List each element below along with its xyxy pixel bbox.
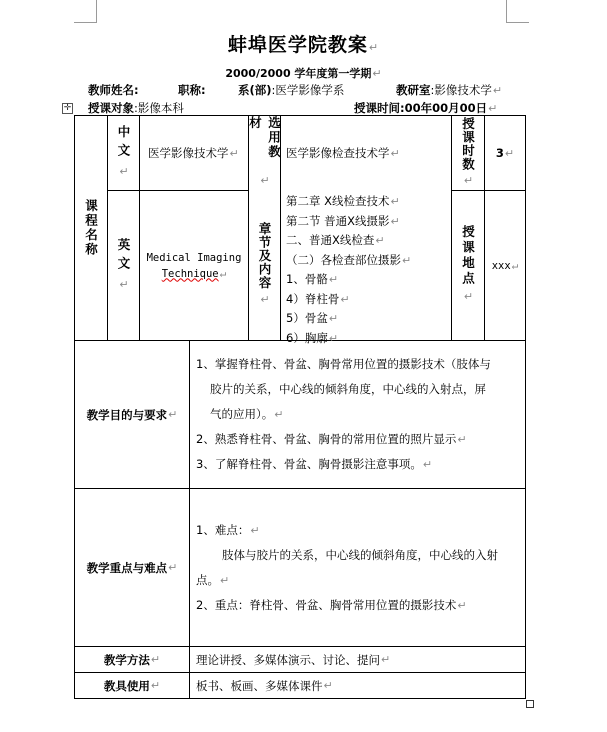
tools-label: 教具使用 ↵ [103,678,161,693]
paragraph-mark-icon: ↵ [381,653,391,666]
chapter-line: 5）骨盆↵ [286,311,339,325]
chinese-label: 中文 ↵ [108,116,139,190]
teaching-hours-label: 授课时数 ↵ [452,116,484,190]
document-title: 蚌埠医学院教案↵ [227,34,380,56]
paragraph-mark-icon: ↵ [390,146,400,160]
chapter-content-list [286,192,411,348]
difficult-point-label: 1、难点：↵ [196,523,260,537]
english-label: 英文 ↵ [108,191,139,340]
paragraph-mark-icon: ↵ [219,266,227,280]
paragraph-mark-icon: ↵ [463,290,474,303]
goal-item: 2、熟悉脊柱骨、骨盆、胸骨的常用位置的照片显示↵ [196,432,467,446]
paragraph-mark-icon: ↵ [260,292,270,306]
teaching-place-label: 授课地点 ↵ [452,191,484,340]
method-value: 理论讲授、多媒体演示、讨论、提问 ↵ [196,652,391,667]
chapter-content-label: 章节及内容 ↵ [249,191,280,340]
page-corner-mark-left [74,0,97,23]
goal-item: 3、了解脊柱骨、骨盆、胸骨摄影注意事项。↵ [196,457,433,471]
paragraph-mark-icon: ↵ [150,653,161,666]
difficult-point-text-continued: 点。↵ [196,573,230,587]
tools-value: 板书、板画、多媒体课件 ↵ [196,678,333,693]
goal-item-continued: 气的应用）。↵ [210,407,284,421]
chapter-line: 二、普通X线检查↵ [286,233,385,247]
table-resize-handle-icon[interactable] [526,700,534,708]
keypoints-label: 教学重点与难点 ↵ [86,560,178,575]
paragraph-mark-icon: ↵ [488,102,498,115]
teaching-hours-value: 3 ↵ [495,146,515,160]
paragraph-mark-icon: ↵ [511,259,519,272]
table-move-handle-icon[interactable]: ✛ [63,103,72,113]
paragraph-mark-icon: ↵ [368,41,380,54]
paragraph-mark-icon: ↵ [150,679,161,692]
paragraph-mark-icon: ↵ [323,679,333,692]
paragraph-mark-icon: ↵ [168,561,178,574]
chapter-line: 第二节 普通X线摄影↵ [286,213,400,228]
office: 教研室:影像技术学↵ [396,83,503,97]
paragraph-mark-icon: ↵ [504,146,515,160]
paragraph-mark-icon: ↵ [229,146,239,160]
paragraph-mark-icon: ↵ [119,165,129,178]
textbook-name: 医学影像检查技术学 ↵ [286,146,400,160]
method-label: 教学方法 ↵ [103,652,161,667]
page-corner-mark-right [506,0,529,23]
paragraph-mark-icon: ↵ [463,173,474,187]
paragraph-mark-icon: ↵ [119,277,129,291]
paragraph-mark-icon: ↵ [372,67,382,80]
teaching-time: 授课时间:00年00月00日↵ [354,101,498,115]
title-label: 职称: [178,83,206,97]
chapter-line: （二）各检查部位摄影↵ [286,252,412,267]
course-name-chinese: 医学影像技术学 ↵ [148,146,239,160]
textbook-label: 选用教材 ↵ [249,116,280,190]
goals-label: 教学目的与要求 ↵ [86,407,178,422]
course-name-english: Medical Imaging Technique↵ [146,251,242,280]
teacher-name-label: 教师姓名: [88,83,139,97]
paragraph-mark-icon: ↵ [492,84,503,97]
key-point: 2、重点：脊柱骨、骨盆、胸骨常用位置的摄影技术↵ [196,598,467,612]
goal-item: 1、掌握脊柱骨、骨盆、胸骨常用位置的摄影技术（肢体与 [196,357,491,371]
difficult-point-text: 肢体与胶片的关系，中心线的倾斜角度，中心线的入射 [222,548,498,562]
course-name-label: 课程名称 [83,199,99,257]
keypoints-content [196,518,498,618]
chapter-line: 6）胸廓↵ [286,330,339,345]
chapter-line: 第二章 X线检查技术↵ [286,194,400,208]
goals-list [196,352,491,477]
goal-item-continued: 胶片的关系，中心线的倾斜角度，中心线的入射点，屏 [210,382,486,396]
department: 系(部):医学影像学系 [238,83,345,97]
teaching-target: 授课对象:影像本科 [88,101,184,115]
paragraph-mark-icon: ↵ [168,408,178,421]
chapter-line: 4）脊柱骨↵ [286,291,350,306]
academic-term: 2000/2000 学年度第一学期↵ [225,67,382,80]
paragraph-mark-icon: ↵ [260,174,270,187]
teaching-place-value: xxx ↵ [491,259,519,272]
chapter-line: 1、骨骼↵ [286,272,339,286]
